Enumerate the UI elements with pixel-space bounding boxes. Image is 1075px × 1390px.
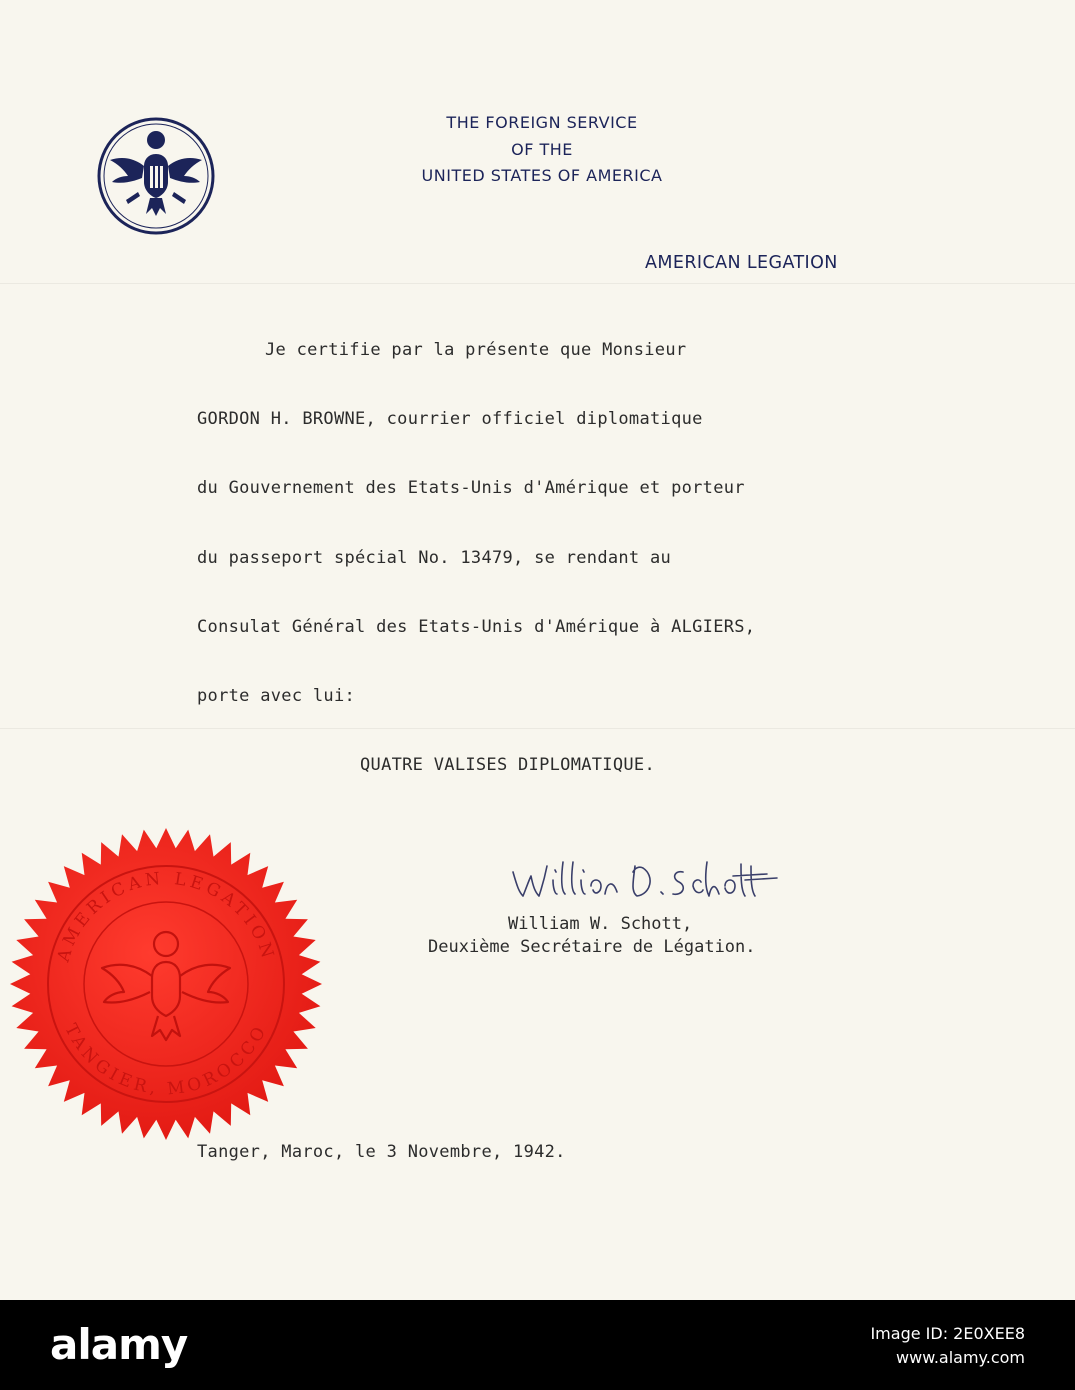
signatory-title: Deuxième Secrétaire de Légation. — [428, 937, 756, 957]
body-line-2: GORDON H. BROWNE, courrier officiel diplomatique — [197, 409, 703, 429]
red-legation-seal — [8, 826, 324, 1142]
image-id: Image ID: 2E0XEE8 — [870, 1324, 1025, 1343]
cargo-line: QUATRE VALISES DIPLOMATIQUE. — [360, 755, 655, 775]
seal-bottom-text: TANGIER, MOROCCO — [60, 1020, 272, 1100]
body-line-4: du passeport spécial No. 13479, se rendant au — [197, 548, 672, 568]
image-meta — [870, 1322, 1025, 1370]
dateline: Tanger, Maroc, le 3 Novembre, 1942. — [197, 1142, 566, 1162]
legation-heading: AMERICAN LEGATION — [645, 253, 838, 273]
body-line-6: porte avec lui: — [197, 686, 356, 706]
fold-line — [0, 728, 1075, 729]
body-line-1: Je certifie par la présente que Monsieur — [265, 340, 687, 360]
letterhead-line-1: THE FOREIGN SERVICE — [446, 113, 638, 132]
seal-top-text: AMERICAN LEGATION — [53, 868, 279, 965]
letterhead-line-3: UNITED STATES OF AMERICA — [421, 166, 663, 185]
letterhead — [342, 110, 742, 190]
great-seal-emblem — [96, 116, 216, 236]
letterhead-line-2: OF THE — [511, 139, 573, 159]
watermark-bar — [0, 1300, 1075, 1390]
body-line-5: Consulat Général des Etats-Unis d'Amérique à ALGIERS, — [197, 617, 756, 637]
site-url: www.alamy.com — [896, 1348, 1025, 1367]
fold-line — [0, 283, 1075, 284]
body-line-3: du Gouvernement des Etats-Unis d'Amérique et porteur — [197, 478, 745, 498]
handwritten-signature — [505, 842, 785, 908]
signatory-name: William W. Schott, — [508, 914, 693, 934]
alamy-logo: alamy — [50, 1320, 188, 1369]
